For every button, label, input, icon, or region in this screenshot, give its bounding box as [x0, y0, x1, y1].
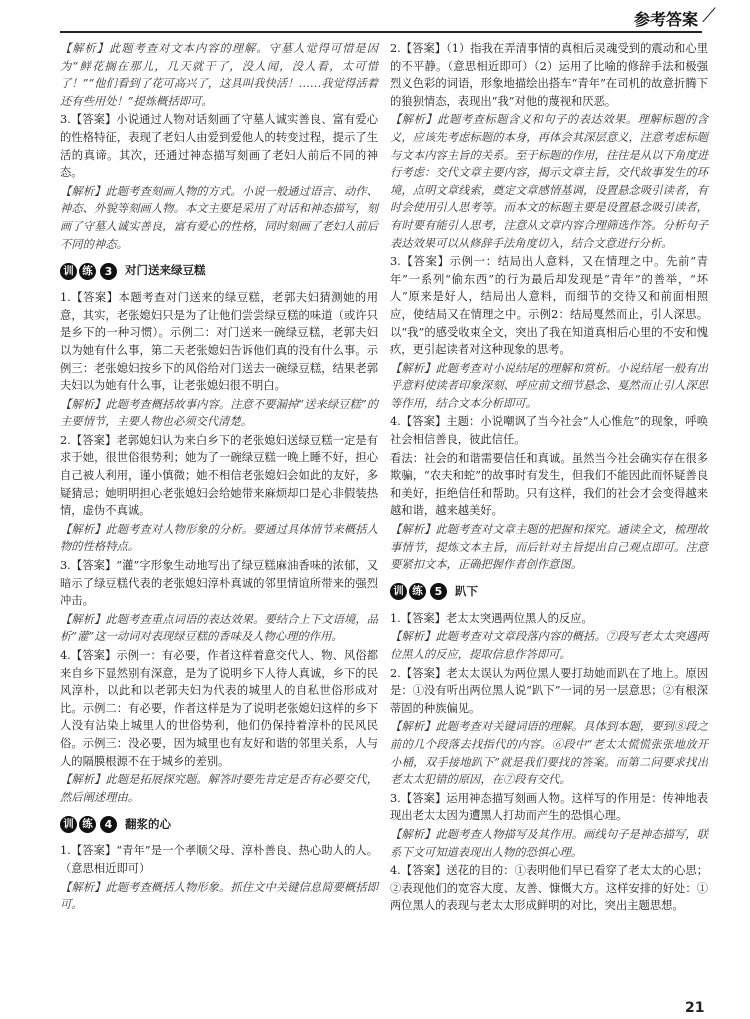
- analysis-paragraph: 【解析】此题考查对小说结尾的理解和赏析。小说结尾一般有出乎意料使读者印象深刻、呼应前文细节悬念、戛然而止引人深思等作用，结合文本分析即可。: [390, 361, 708, 410]
- section-heading: [390, 580, 708, 604]
- section-number: 3: [100, 263, 117, 280]
- right-column: [390, 40, 708, 916]
- answer-paragraph: 3.【答案】“灌”字形象生动地写出了绿豆糕麻油香味的浓郁，又暗示了绿豆糕代表的老张媳妇淳朴真诚的邻里情谊所带来的强烈冲击。: [60, 559, 378, 608]
- page-number: 21: [685, 1000, 705, 1016]
- analysis-paragraph: 【解析】此题考查对文章主题的把握和探究。通读全文，梳理故事情节，提炼文本主旨，而后针对主旨提出自己观点即可。注意要紧扣文本，正确把握作者创作意图。: [390, 523, 708, 572]
- section-badge: 训 练 3: [60, 263, 117, 280]
- section-number: 4: [100, 816, 117, 833]
- answer-paragraph: 4.【答案】主题：小说嘲讽了当今社会“人心惟危”的现象，呼唤社会相信善良，彼此信任。: [390, 415, 708, 447]
- analysis-paragraph: 【解析】此题考查刻画人物的方式。小说一般通过语言、动作、神态、外貌等刻画人物。本文主要是采用了对话和神态描写，刻画了守墓人诚实善良，富有爱心的性格，同时刻画了老妇人前后不同的神态。: [60, 184, 378, 251]
- answer-paragraph: 看法：社会的和谐需要信任和真诚。虽然当今社会确实存在很多欺骗，“农夫和蛇”的故事时有发生，但我们不能因此而怀疑善良和美好，拒绝信任和帮助。只有这样，我们的社会才会变得越来越和谐，越来越美好。: [390, 451, 708, 518]
- section-heading: [60, 812, 378, 836]
- analysis-paragraph: 【解析】此题考查对关键词语的理解。具体到本题，要到⑧段之前的几个段落去找指代的内容。⑥段中“老太太慌慌张张地放开小桶，双手接地趴下”就是我们要找的答案。而第二问要求找出老太太犯错的原因，在⑦段有交代。: [390, 720, 708, 787]
- answer-paragraph: 4.【答案】示例一：有必要，作者这样着意交代人、物、风俗都来自乡下显然别有深意，是为了说明乡下人待人真诚，乡下的民风淳朴，以此和以老郭夫妇为代表的城里人的自私世俗形成对比。示例二：有必要，作者这样是为了说明老张媳妇这样的乡下人没有沾染上城里人的世俗势利，他们仍保持着淳朴的民风民俗。示例三：没必要，因为城里也有友好和谐的邻里关系，人与人的隔膜根源不在于城乡的差别。: [60, 649, 378, 768]
- answer-paragraph: 2.【答案】老太太误认为两位黑人要打劫她而趴在了地上。原因是：①没有听出两位黑人说“趴下”一词的另一层意思；②有根深蒂固的种族偏见。: [390, 666, 708, 715]
- analysis-paragraph: 【解析】此题考查重点词语的表达效果。要结合上下文语境，品析“灌”这一动词对表现绿豆糕的香味及人物心理的作用。: [60, 612, 378, 644]
- section-badge: 训 练 5: [390, 583, 447, 600]
- analysis-paragraph: 【解析】此题考查概括故事内容。注意不要漏掉“送来绿豆糕”的主要情节，主要人物也必须交代清楚。: [60, 397, 378, 429]
- header-rule: [60, 31, 702, 33]
- answer-paragraph: 3.【答案】运用神态描写刻画人物。这样写的作用是：传神地表现出老太太因为遭黑人打劫而产生的恐惧心理。: [390, 791, 708, 823]
- analysis-paragraph: 【解析】此题考查标题含义和句子的表达效果。理解标题的含义，应该先考虑标题的本身，再体会其深层意义，注意考虑标题与文本内容主旨的关系。至于标题的作用，往往是从以下角度进行考虑：交代文章主要内容，揭示文章主旨，交代故事发生的环境，点明文章线索，奠定文章感情基调，设置悬念吸引读者，有时会使用引人思考等。而本文的标题主要是设置悬念吸引读者，有时要有能引人思考，注意从文章内容合理筛选作答。分析句子表达效果可以从修辞手法角度切入，结合文意进行分析。: [390, 113, 708, 250]
- answer-paragraph: 3.【答案】小说通过人物对话刻画了守墓人诚实善良、富有爱心的性格特征，表现了老妇人由爱到爱他人的转变过程，提示了生活的真谛。其次，还通过神态描写刻画了老妇人前后不同的神态。: [60, 113, 378, 180]
- analysis-paragraph: 【解析】此题考查人物描写及其作用。画线句子是神态描写，联系下文可知道表现出人物的恐惧心理。: [390, 827, 708, 859]
- section-title: 趴下: [455, 584, 478, 599]
- answer-paragraph: 1.【答案】“青年”是一个孝顺父母、淳朴善良、热心助人的人。（意思相近即可）: [60, 844, 378, 875]
- answer-paragraph: 2.【答案】老郭媳妇认为来白乡下的老张媳妇送绿豆糕一定是有求于她，很世俗很势利；她为了一碗绿豆糕一晚上睡不好，担心自己被人利用，谨小慎微；她不相信老张媳妇会如此的友好，多疑猜忌；她明明担心老张媳妇会给她带来麻烦却口是心非假装热情，虚伪不真诚。: [60, 433, 378, 518]
- analysis-paragraph: 【解析】此题考查对人物形象的分析。要通过具体情节来概括人物的性格特点。: [60, 522, 378, 554]
- analysis-paragraph: 【解析】此题考查对文本内容的理解。守墓人觉得可惜是因为“鲜花搁在那儿，几天就干了，没人闻，没人看，太可惜了！”“他们看到了花可高兴了，这具叫我快活！……我觉得活着还有些用处！”提炼概括即可。: [60, 42, 378, 108]
- answer-paragraph: 3.【答案】示例一：结局出人意料，又在情理之中。先前“青年”一系列“偷东西”的行为最后却发现是“青年”的善举，“坏人”原来是好人，结局出人意料，而细节的交待又和前面相照应，使结局又在情理之中。示例2：结局戛然而止，引人深思。以“我”的感受收束全文，突出了我在知道真相后心里的不安和愧疚，更引起读者对这种现象的思考。: [390, 255, 708, 357]
- left-column: [60, 40, 378, 915]
- section-title: 对门送来绿豆糕: [125, 263, 206, 278]
- section-heading: [60, 259, 378, 283]
- analysis-paragraph: 【解析】此题考查对文章段落内容的概括。⑦段写老太太突遇两位黑人的反应，提取信息作答即可。: [390, 630, 708, 661]
- section-title: 翻浆的心: [125, 816, 171, 831]
- analysis-paragraph: 【解析】此题考查概括人物形象。抓住文中关键信息简要概括即可。: [60, 880, 378, 912]
- header-title: 参考答案: [633, 10, 698, 29]
- section-number: 5: [430, 583, 447, 600]
- corner-arrow-icon: ⟋: [702, 3, 716, 27]
- answer-paragraph: 2.【答案】（1）指我在弄清事情的真相后灵魂受到的震动和心里的不平静。（意思相近即可）（2）运用了比喻的修辞手法和极强烈义色彩的词语，形象地描绘出搭车“青年”在司机的故意折腾下的狼狈情态，表现出“我”对他的蔑视和厌恶。: [390, 42, 708, 108]
- section-badge: 训 练 4: [60, 816, 117, 833]
- analysis-paragraph: 【解析】此题是拓展探究题。解答时要先肯定是否有必要交代，然后阐述理由。: [60, 773, 378, 804]
- answer-paragraph: 1.【答案】老太太突遇两位黑人的反应。: [390, 611, 593, 625]
- answer-paragraph: 4.【答案】送花的目的：①表明他们早已看穿了老太太的心思；②表现他们的宽容大度、友善、慷慨大方。这样安排的好处：①两位黑人的表现与老太太形成鲜明的对比，突出主题思想。: [390, 864, 708, 913]
- page-header: [0, 0, 750, 36]
- answer-paragraph: 1.【答案】本题考查对门送来的绿豆糕，老郭夫妇猜测她的用意，其实，老张媳妇只是为了让他们尝尝绿豆糕的味道（或许只是乡下的一种习惯）。示例二：对门送来一碗绿豆糕，老郭夫妇以为她有什么事，第二天老张媳妇告诉他们真的没有什么事。示例三：老张媳妇按乡下的风俗给对门送去一碗绿豆糕，结果老郭夫妇以为她有什么事，让老张媳妇很不明白。: [60, 291, 378, 393]
